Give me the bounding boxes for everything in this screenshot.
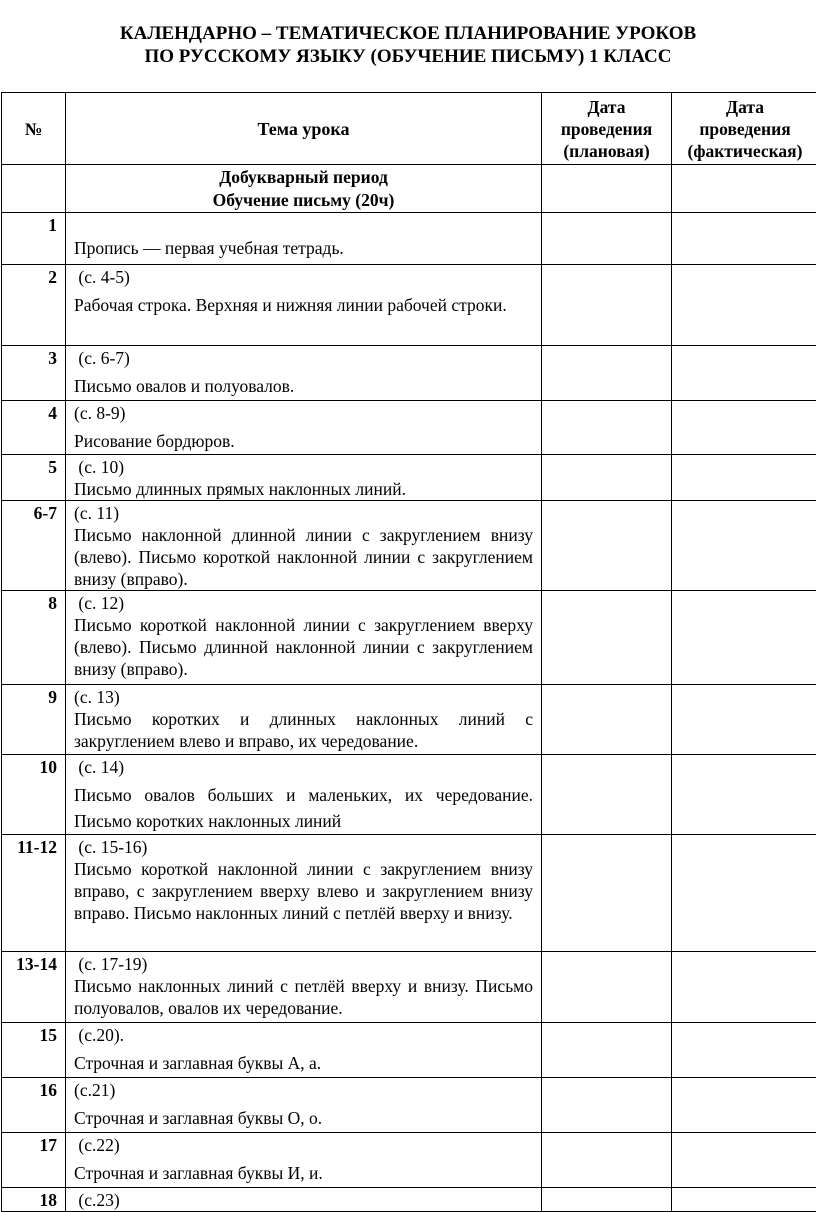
header-actual-line-2: проведения xyxy=(699,119,790,139)
table-row xyxy=(2,835,816,952)
lesson-pages: (с. 12) xyxy=(74,592,533,614)
table-row xyxy=(2,685,816,755)
lesson-topic xyxy=(66,1188,542,1212)
table-row xyxy=(2,591,816,685)
period-actual-cell xyxy=(672,165,816,213)
lesson-number: 5 xyxy=(2,455,66,501)
table-row xyxy=(2,1078,816,1133)
lesson-topic xyxy=(66,455,542,501)
planned-date-cell[interactable] xyxy=(542,401,672,455)
planned-date-cell[interactable] xyxy=(542,685,672,755)
lesson-pages: (с.20). xyxy=(74,1024,533,1046)
lesson-topic xyxy=(66,1133,542,1188)
planned-date-cell[interactable] xyxy=(542,346,672,401)
lesson-pages: (с.23) xyxy=(74,1189,533,1211)
lesson-topic xyxy=(66,835,542,952)
period-line-2: Обучение письму (20ч) xyxy=(213,190,395,210)
lesson-text: Письмо овалов больших и маленьких, их чередование. Письмо коротких наклонных линий xyxy=(74,782,533,834)
lesson-text: Строчная и заглавная буквы О, о. xyxy=(74,1105,533,1131)
planned-date-cell[interactable] xyxy=(542,213,672,265)
lesson-pages: (с. 4-5) xyxy=(74,266,533,288)
lesson-text: Письмо овалов и полуовалов. xyxy=(74,373,533,399)
lesson-number: 4 xyxy=(2,401,66,455)
lesson-number: 11-12 xyxy=(2,835,66,952)
lesson-topic xyxy=(66,1078,542,1133)
lesson-text: Письмо короткой наклонной линии с закруглением вверху (влево). Письмо длинной наклонной линии с закруглением внизу (вправо). xyxy=(74,614,533,680)
lesson-pages: (с.21) xyxy=(74,1079,533,1101)
table-row xyxy=(2,1188,816,1212)
table-row xyxy=(2,455,816,501)
planned-date-cell[interactable] xyxy=(542,755,672,835)
planned-date-cell[interactable] xyxy=(542,501,672,591)
header-num: № xyxy=(2,93,66,165)
lesson-number: 8 xyxy=(2,591,66,685)
actual-date-cell[interactable] xyxy=(672,265,816,346)
planned-date-cell[interactable] xyxy=(542,591,672,685)
period-title xyxy=(66,165,542,213)
actual-date-cell[interactable] xyxy=(672,1023,816,1078)
planned-date-cell[interactable] xyxy=(542,1078,672,1133)
planned-date-cell[interactable] xyxy=(542,1188,672,1212)
document-title xyxy=(0,22,816,68)
planned-date-cell[interactable] xyxy=(542,455,672,501)
lesson-text: Письмо короткой наклонной линии с закруглением внизу вправо, с закруглением вверху влево и закруглением внизу вправо. Письмо наклонных линий с петлёй вверху и внизу. xyxy=(74,858,533,924)
lesson-topic xyxy=(66,213,542,265)
actual-date-cell[interactable] xyxy=(672,213,816,265)
header-actual-line-1: Дата xyxy=(726,97,764,117)
lesson-text: Письмо наклонной длинной линии с закруглением внизу (влево). Письмо короткой наклонной линии с закруглением внизу (вправо). xyxy=(74,524,533,590)
table-row xyxy=(2,952,816,1023)
lesson-text: Строчная и заглавная буквы И, и. xyxy=(74,1160,533,1186)
lesson-pages: (с. 17-19) xyxy=(74,953,533,975)
lesson-number: 17 xyxy=(2,1133,66,1188)
table-row xyxy=(2,755,816,835)
lesson-pages: (с. 8-9) xyxy=(74,402,533,424)
header-planned-line-2: проведения xyxy=(561,119,652,139)
lesson-text: Рабочая строка. Верхняя и нижняя линии рабочей строки. xyxy=(74,292,533,318)
header-planned-line-3: (плановая) xyxy=(563,141,649,161)
lesson-topic xyxy=(66,401,542,455)
lesson-pages: (с.22) xyxy=(74,1134,533,1156)
lesson-topic xyxy=(66,346,542,401)
actual-date-cell[interactable] xyxy=(672,685,816,755)
lesson-text: Строчная и заглавная буквы А, а. xyxy=(74,1050,533,1076)
lesson-pages: (с. 14) xyxy=(74,756,533,778)
table-row xyxy=(2,213,816,265)
lesson-pages: (с. 15-16) xyxy=(74,836,533,858)
title-line-1: КАЛЕНДАРНО – ТЕМАТИЧЕСКОЕ ПЛАНИРОВАНИЕ УРОКОВ xyxy=(0,22,816,45)
actual-date-cell[interactable] xyxy=(672,952,816,1023)
table-header-row xyxy=(2,93,816,165)
planned-date-cell[interactable] xyxy=(542,1023,672,1078)
period-planned-cell xyxy=(542,165,672,213)
header-topic: Тема урока xyxy=(66,93,542,165)
lesson-number: 18 xyxy=(2,1188,66,1212)
lesson-pages: (с. 10) xyxy=(74,456,533,478)
actual-date-cell[interactable] xyxy=(672,1188,816,1212)
header-actual-line-3: (фактическая) xyxy=(688,141,803,161)
period-row xyxy=(2,165,816,213)
lesson-plan-table xyxy=(1,92,816,1212)
lesson-number: 16 xyxy=(2,1078,66,1133)
actual-date-cell[interactable] xyxy=(672,401,816,455)
lesson-topic xyxy=(66,685,542,755)
lesson-topic xyxy=(66,591,542,685)
lesson-number: 13-14 xyxy=(2,952,66,1023)
header-actual-date xyxy=(672,93,816,165)
table-row xyxy=(2,1133,816,1188)
lesson-text: Рисование бордюров. xyxy=(74,428,533,454)
lesson-topic xyxy=(66,952,542,1023)
lesson-topic xyxy=(66,1023,542,1078)
lesson-number: 6-7 xyxy=(2,501,66,591)
lesson-pages: (с. 13) xyxy=(74,686,533,708)
lesson-pages: (с. 11) xyxy=(74,502,533,524)
table-row xyxy=(2,346,816,401)
period-line-1: Добукварный период xyxy=(219,167,388,187)
lesson-number: 15 xyxy=(2,1023,66,1078)
lesson-topic xyxy=(66,755,542,835)
period-num-cell xyxy=(2,165,66,213)
header-planned-line-1: Дата xyxy=(588,97,626,117)
lesson-text: Письмо длинных прямых наклонных линий. xyxy=(74,478,533,500)
lesson-topic xyxy=(66,501,542,591)
lesson-number: 3 xyxy=(2,346,66,401)
lesson-number: 10 xyxy=(2,755,66,835)
planned-date-cell[interactable] xyxy=(542,952,672,1023)
table-row xyxy=(2,265,816,346)
lesson-topic xyxy=(66,265,542,346)
planned-date-cell[interactable] xyxy=(542,265,672,346)
planned-date-cell[interactable] xyxy=(542,1133,672,1188)
lesson-text: Письмо коротких и длинных наклонных линий с закруглением влево и вправо, их чередование. xyxy=(74,708,533,752)
table-row xyxy=(2,1023,816,1078)
actual-date-cell[interactable] xyxy=(672,501,816,591)
actual-date-cell[interactable] xyxy=(672,755,816,835)
actual-date-cell[interactable] xyxy=(672,1078,816,1133)
lesson-text: Пропись — первая учебная тетрадь. xyxy=(74,235,533,261)
lesson-text: Письмо наклонных линий с петлёй вверху и внизу. Письмо полуовалов, овалов их чередование. xyxy=(74,975,533,1019)
title-line-2: ПО РУССКОМУ ЯЗЫКУ (ОБУЧЕНИЕ ПИСЬМУ) 1 КЛАСС xyxy=(0,45,816,68)
actual-date-cell[interactable] xyxy=(672,1133,816,1188)
lesson-number: 9 xyxy=(2,685,66,755)
planned-date-cell[interactable] xyxy=(542,835,672,952)
actual-date-cell[interactable] xyxy=(672,346,816,401)
header-planned-date xyxy=(542,93,672,165)
lesson-pages: (с. 6-7) xyxy=(74,347,533,369)
lesson-number: 2 xyxy=(2,265,66,346)
actual-date-cell[interactable] xyxy=(672,455,816,501)
table-row xyxy=(2,401,816,455)
actual-date-cell[interactable] xyxy=(672,591,816,685)
actual-date-cell[interactable] xyxy=(672,835,816,952)
table-row xyxy=(2,501,816,591)
lesson-number: 1 xyxy=(2,213,66,265)
